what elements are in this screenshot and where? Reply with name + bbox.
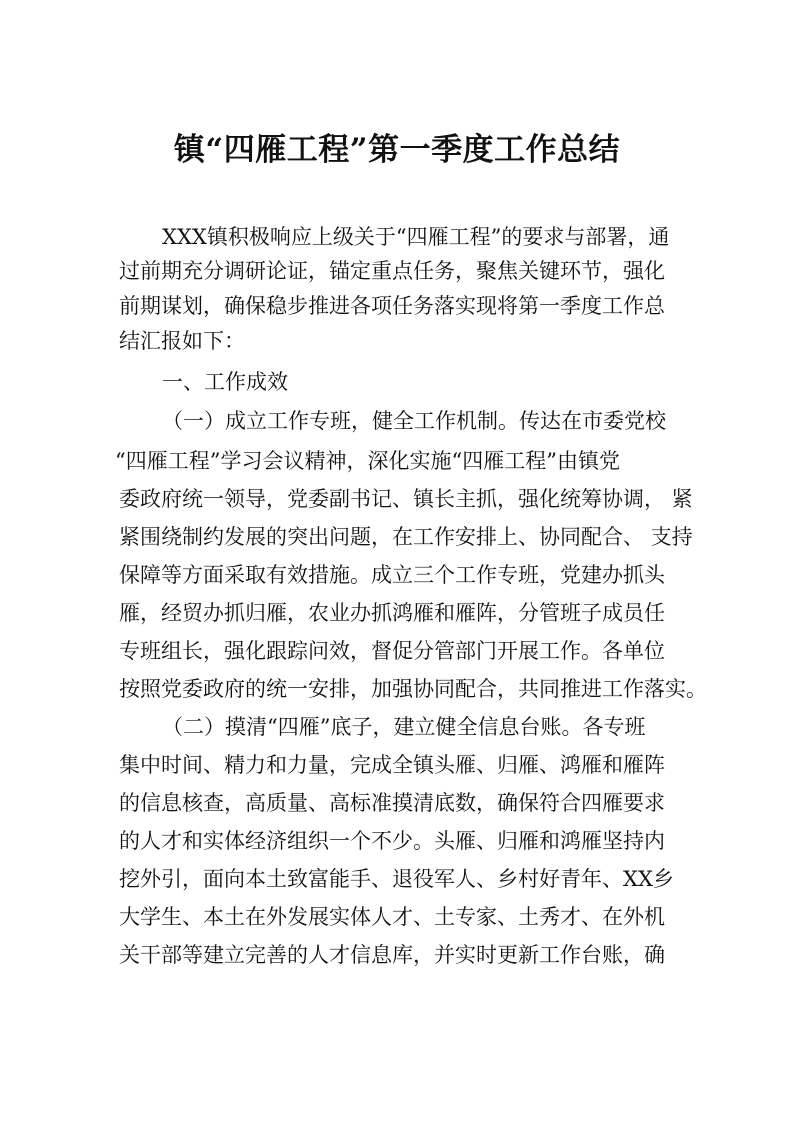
paragraph-line: 委政府统一领导，党委副书记、镇长主抓，强化统筹协调， 紧 xyxy=(119,487,693,511)
paragraph-line: 关干部等建立完善的人才信息库，并实时更新工作台账，确 xyxy=(119,943,665,967)
paragraph-line: 挖外引，面向本土致富能手、退役军人、乡村好青年、XX乡 xyxy=(119,867,674,891)
paragraph-line: 大学生、本土在外发展实体人才、土专家、土秀才、在外机 xyxy=(119,905,665,929)
paragraph-line: 集中时间、精力和力量，完成全镇头雁、归雁、鸿雁和雁阵 xyxy=(119,753,665,777)
paragraph-line: 按照党委政府的统一安排，加强协同配合，共同推进工作落实。 xyxy=(119,677,707,701)
paragraph-line: 的人才和实体经济组织一个不少。头雁、归雁和鸿雁坚持内 xyxy=(119,829,665,853)
paragraph-line: 保障等方面采取有效措施。成立三个工作专班，党建办抓头 xyxy=(119,563,665,587)
paragraph-line: 专班组长，强化跟踪问效，督促分管部门开展工作。各单位 xyxy=(119,639,665,663)
paragraph-line: “四雁工程”学习会议精神，深化实施“四雁工程”由镇党 xyxy=(115,449,620,473)
document-title: 镇“四雁工程”第一季度工作总结 xyxy=(173,132,621,168)
paragraph-line: XXX镇积极响应上级关于“四雁工程”的要求与部署，通 xyxy=(162,225,670,249)
paragraph-line: 的信息核查，高质量、高标准摸清底数，确保符合四雁要求 xyxy=(119,791,665,815)
paragraph-line: 紧围绕制约发展的突出问题，在工作安排上、协同配合、 支持 xyxy=(119,525,693,549)
paragraph-line: （一）成立工作专班，健全工作机制。传达在市委党校 xyxy=(162,409,666,433)
paragraph-line: 前期谋划，确保稳步推进各项任务落实现将第一季度工作总 xyxy=(119,294,665,318)
paragraph-line: 过前期充分调研论证，锚定重点任务，聚焦关键环节，强化 xyxy=(119,259,665,283)
section-heading: 一、工作成效 xyxy=(162,370,288,394)
paragraph-line: （二）摸清“四雁”底子，建立健全信息台账。各专班 xyxy=(162,715,646,739)
paragraph-line: 雁，经贸办抓归雁，农业办抓鸿雁和雁阵，分管班子成员任 xyxy=(119,601,665,625)
paragraph-line: 结汇报如下： xyxy=(119,329,245,353)
